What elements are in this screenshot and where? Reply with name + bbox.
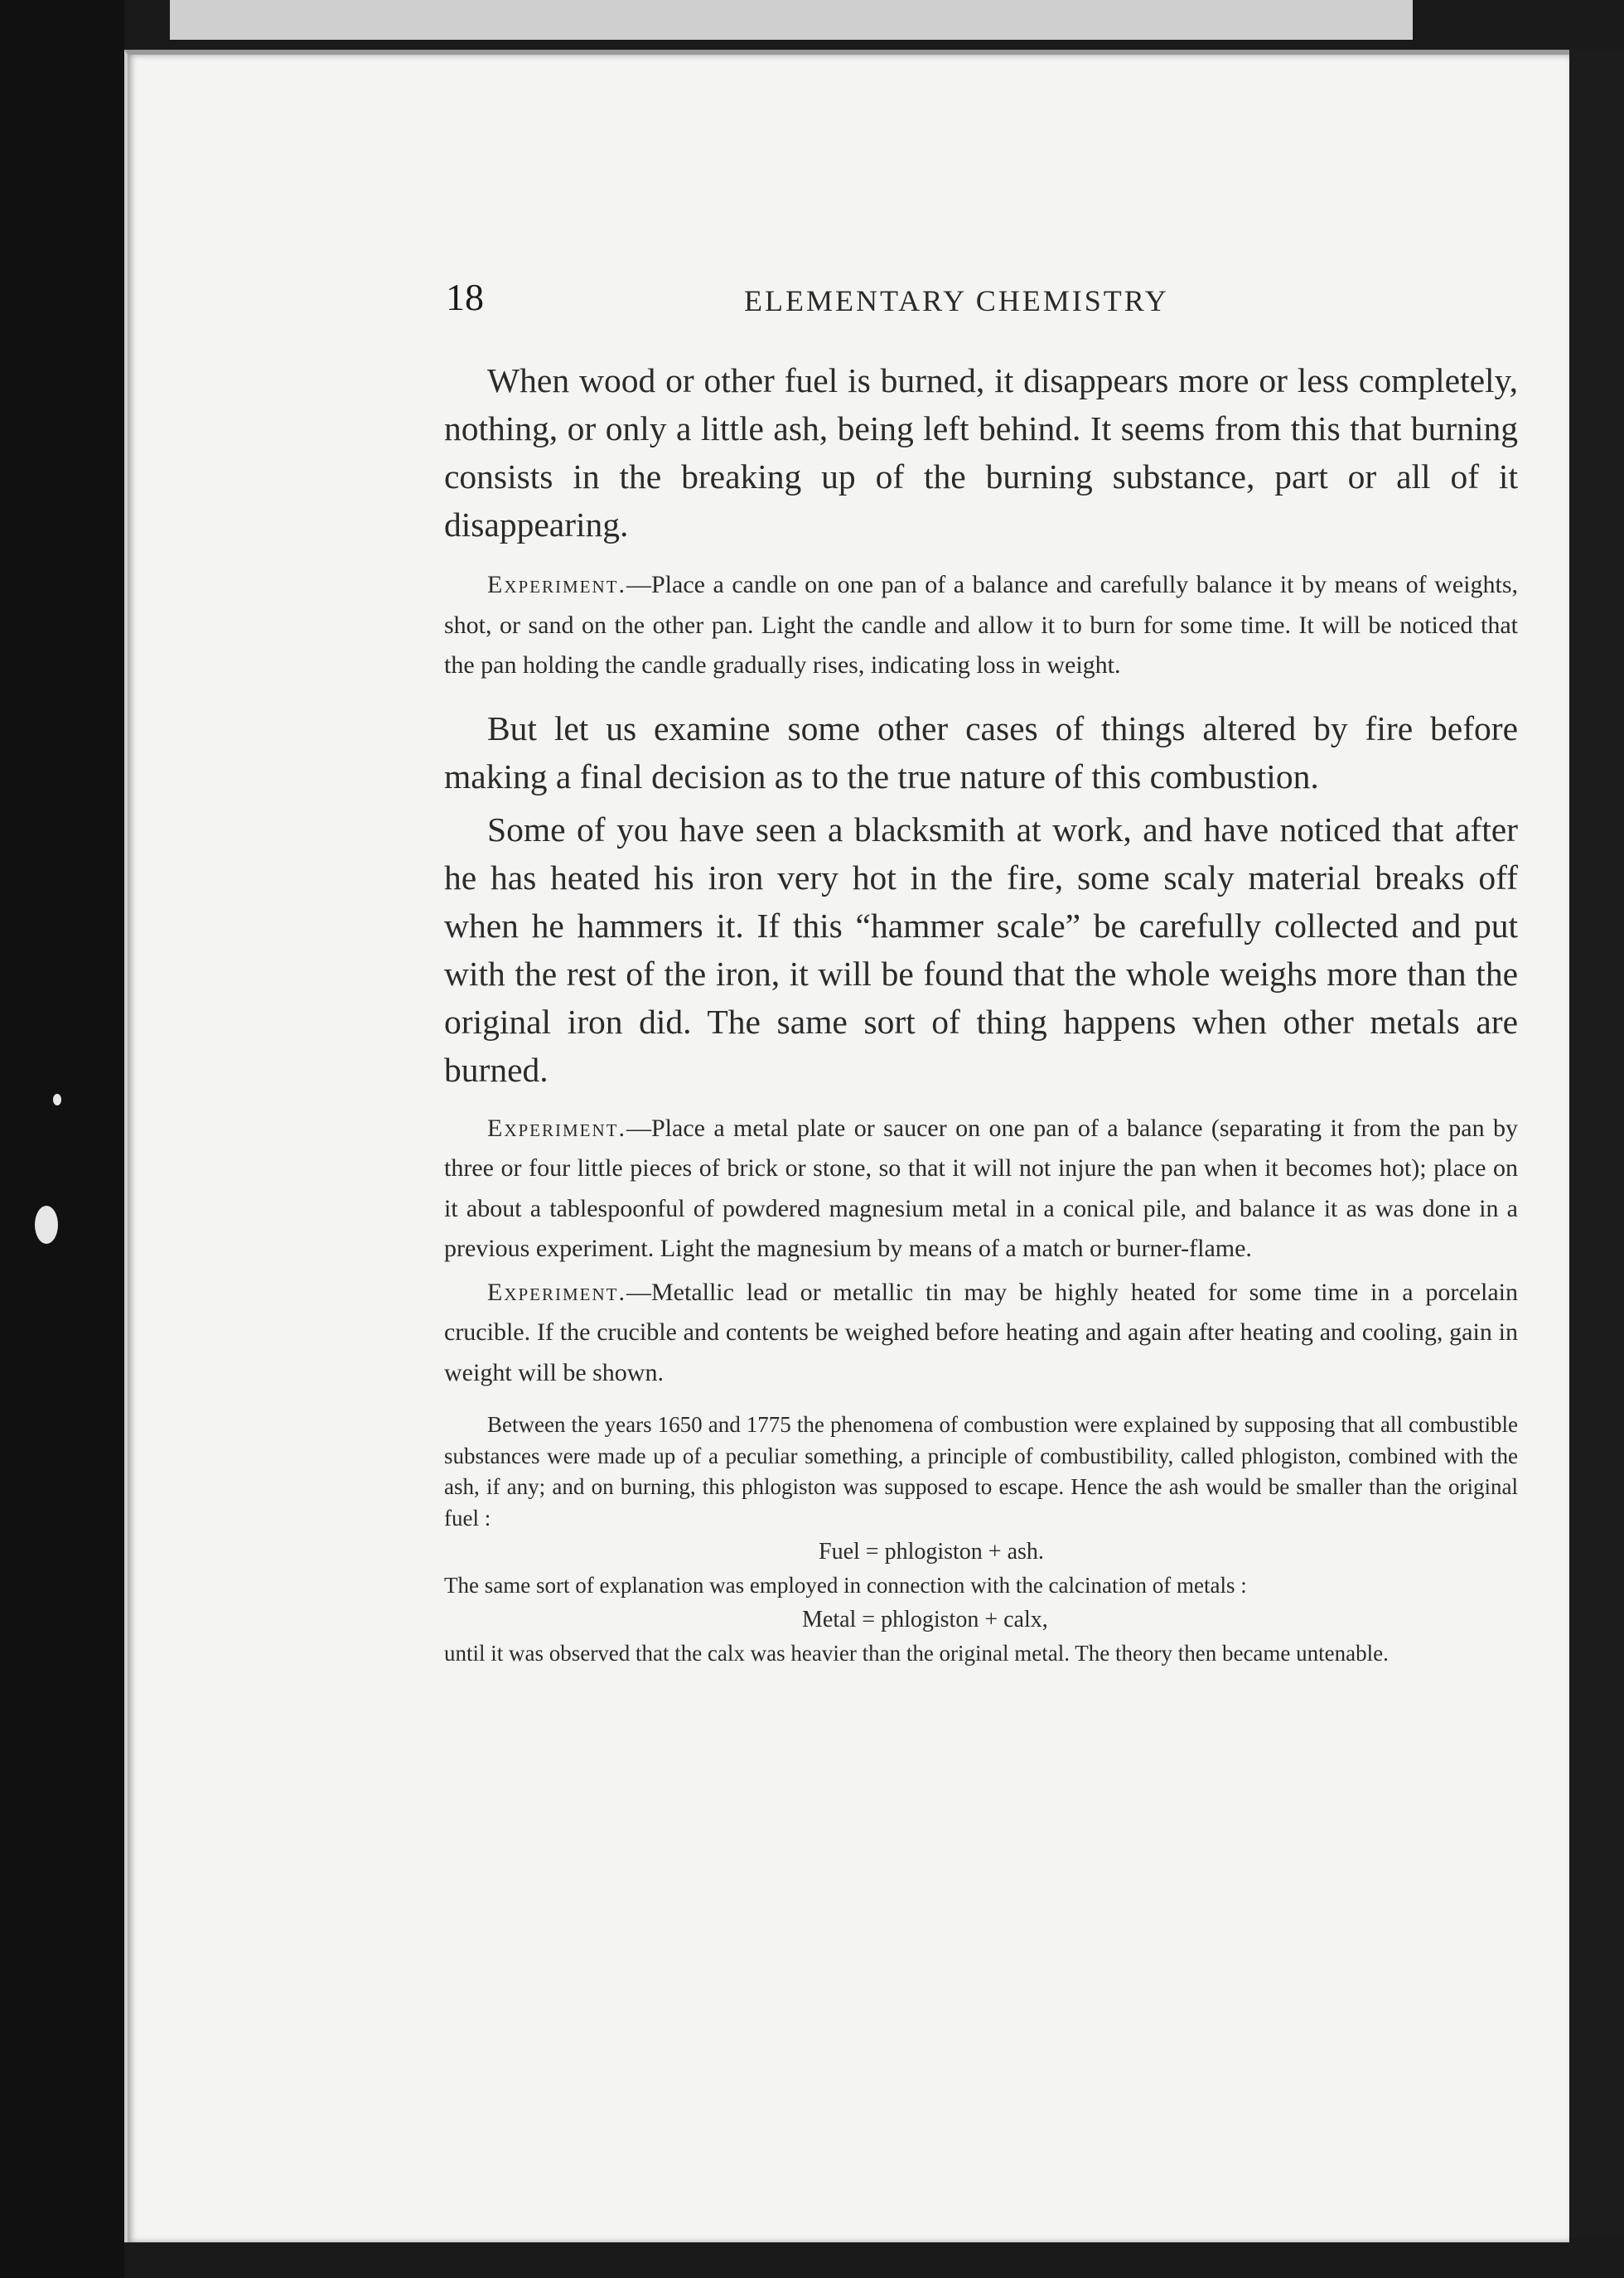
experiment-text: —Metallic lead or metallic tin may be highly heated for some time in a porcelain crucible. If the crucible and contents be weighed before heating and again after heating and cooling, gain in weight will be shown. [444, 1278, 1518, 1386]
note-phlogiston: Between the years 1650 and 1775 the phenomena of combustion were explained by supposing that all combustible substances were made up of a peculiar something, a principle of combustibility, called phlogiston, combined with the ash, if any; and on burning, this phlogiston was supposed to escape. Hence the ash would be smaller than the original fuel : [444, 1412, 1518, 1531]
scan-speck [53, 1094, 61, 1105]
note-untenable: until it was observed that the calx was heavier than the original metal. The theory then became untenable. [444, 1640, 1389, 1666]
paragraph-burning: When wood or other fuel is burned, it disappears more or less completely, nothing, or only a little ash, being left behind. It seems from this that burning consists in the breaking up of the burning substance, part or all of it disappearing. [444, 361, 1518, 544]
experiment-text: —Place a candle on one pan of a balance and carefully balance it by means of weights, shot, or sand on the other pan. Light the candle and allow it to burn for some time. It will be noticed that the pan holding the candle gradually rises, indicating loss in weight. [444, 571, 1518, 679]
experiment-candle [444, 565, 1518, 686]
scan-top-strip [170, 0, 1413, 40]
paragraph-examine: But let us examine some other cases of things altered by fire before making a final decision as to the true nature of this combustion. [444, 709, 1518, 796]
scan-border-right [1566, 50, 1624, 2237]
scan-speck [35, 1206, 58, 1244]
running-title: ELEMENTARY CHEMISTRY [744, 284, 1169, 317]
formula-fuel: Fuel = phlogiston + ash. [819, 1539, 1044, 1565]
experiment-text: —Place a metal plate or saucer on one pan of a balance (separating it from the pan by three or four little pieces of brick or stone, so that it will not injure the pan when it becomes hot); place on it about a tablespoonful of powdered magnesium metal in a conical pile, and balance it as was done in a previous experiment. Light the magnesium by means of a match or burner-flame. [444, 1114, 1518, 1262]
experiment-lead-tin [444, 1273, 1518, 1394]
page-header [446, 275, 1523, 325]
paragraph-blacksmith: Some of you have seen a blacksmith at work, and have noticed that after he has heated his iron very hot in the fire, some scaly material breaks off when he hammers it. If this “hammer scale” be carefully collected and put with the rest of the iron, it will be found that the whole weighs more than the original iron did. The same sort of thing happens when other metals are burned. [444, 810, 1518, 1089]
experiment-label: Experiment. [487, 1114, 626, 1142]
note-calcination: The same sort of explanation was employed in connection with the calcination of metals : [444, 1573, 1247, 1598]
experiment-magnesium [444, 1109, 1518, 1270]
page-body [444, 356, 1518, 1669]
scan-border-left [0, 0, 124, 2278]
experiment-label: Experiment. [487, 571, 626, 598]
formula-metal: Metal = phlogiston + calx, [802, 1606, 1048, 1632]
page-number: 18 [446, 276, 484, 318]
experiment-label: Experiment. [487, 1278, 626, 1306]
